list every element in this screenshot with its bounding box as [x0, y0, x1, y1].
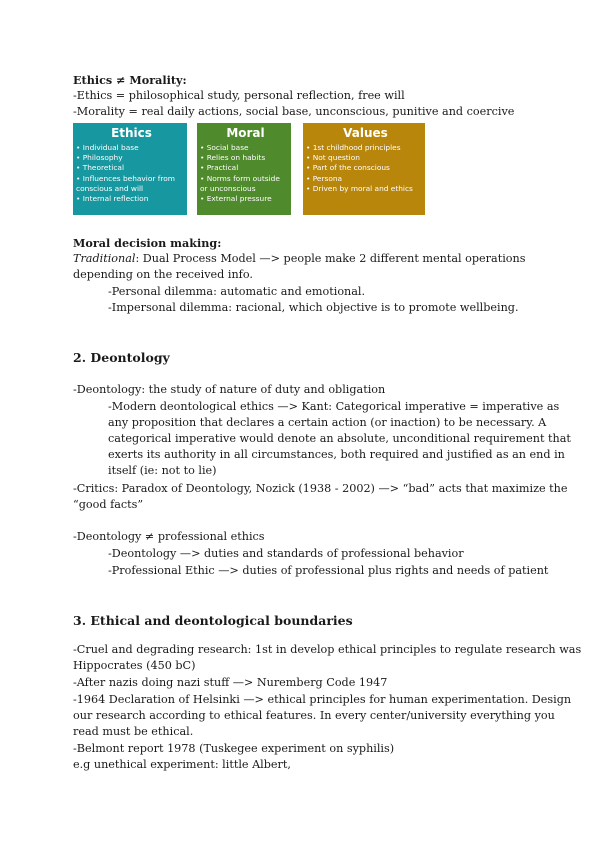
values-column [303, 123, 425, 215]
boundaries-line: -Cruel and degrading research: 1st in develop ethical principles to regulate research was [73, 643, 582, 656]
boundaries-line: e.g unethical experiment: little Albert, [73, 758, 291, 771]
traditional-label: Traditional [73, 252, 136, 265]
boundaries-line: Hippocrates (450 bC) [73, 659, 196, 672]
moral-item: • Norms form outside [200, 173, 280, 183]
values-item: • Persona [306, 173, 343, 183]
traditional-model-line [73, 251, 525, 268]
ethics-column-title: Ethics [111, 126, 152, 140]
ethics-item: • Philosophy [76, 153, 123, 163]
deontology-line: “good facts” [73, 498, 144, 511]
moral-item: • External pressure [200, 194, 272, 204]
values-item: • 1st childhood principles [306, 143, 401, 152]
deontology-line: -Deontology: the study of nature of duty and obligation [73, 383, 386, 396]
ethics-moral-values-table [73, 123, 425, 215]
morality-definition: -Morality = real daily actions, social base, unconscious, punitive and coercive [73, 105, 515, 118]
impersonal-dilemma: -Impersonal dilemma: racional, which objective is to promote wellbeing. [108, 301, 519, 314]
boundaries-line: -After nazis doing nazi stuff —> Nuremberg Code 1947 [73, 676, 388, 689]
ethics-item: • Individual base [76, 143, 139, 152]
deontology-line: -Deontology ≠ professional ethics [73, 530, 265, 543]
moral-column-title: Moral [226, 126, 265, 140]
moral-item: or unconscious [200, 183, 256, 193]
boundaries-line: our research according to ethical features. In every center/university everything you [73, 709, 555, 722]
boundaries-line: read must be ethical. [73, 725, 194, 738]
values-item: • Driven by moral and ethics [306, 183, 413, 193]
deontology-line: categorical imperative would denote an absolute, unconditional requirement that [108, 432, 571, 445]
traditional-text: : Dual Process Model —> people make 2 different mental operations [135, 252, 526, 265]
boundaries-line: -Belmont report 1978 (Tuskegee experiment on syphilis) [73, 742, 395, 755]
deontology-line: -Critics: Paradox of Deontology, Nozick (1938 - 2002) —> “bad” acts that maximize the [73, 482, 568, 495]
moral-decision-heading: Moral decision making: [73, 236, 222, 250]
moral-item: • Social base [200, 143, 249, 152]
values-item: • Not question [306, 153, 360, 163]
ethics-item: • Theoretical [76, 163, 124, 173]
deontology-line: any proposition that declares a certain action (or inaction) to be necessary. A [108, 416, 547, 429]
moral-column [197, 123, 291, 215]
values-column-title: Values [343, 126, 388, 140]
deontology-line: exerts its authority in all circumstances, both required and justified as an end in [108, 448, 565, 461]
ethics-column [73, 123, 187, 215]
boundaries-line: -1964 Declaration of Helsinki —> ethical principles for human experimentation. Design [73, 693, 572, 706]
personal-dilemma: -Personal dilemma: automatic and emotional. [108, 285, 366, 298]
ethics-morality-heading: Ethics ≠ Morality: [73, 73, 187, 87]
deontology-line: -Modern deontological ethics —> Kant: Categorical imperative = imperative as [108, 400, 560, 413]
traditional-continued: depending on the received info. [73, 268, 253, 281]
values-item: • Part of the conscious [306, 163, 390, 173]
deontology-line: itself (ie: not to lie) [108, 464, 217, 477]
deontology-line: -Professional Ethic —> duties of professional plus rights and needs of patient [108, 564, 549, 577]
section-3-heading: 3. Ethical and deontological boundaries [73, 613, 353, 628]
moral-item: • Practical [200, 163, 239, 173]
ethics-item: conscious and will [76, 183, 144, 193]
ethics-item: • Internal reflection [76, 194, 149, 204]
ethics-item: • Influences behavior from [76, 173, 175, 183]
deontology-line: -Deontology —> duties and standards of professional behavior [108, 547, 464, 560]
section-2-heading: 2. Deontology [73, 350, 170, 365]
ethics-definition: -Ethics = philosophical study, personal reflection, free will [73, 89, 405, 102]
moral-item: • Relies on habits [200, 153, 266, 163]
